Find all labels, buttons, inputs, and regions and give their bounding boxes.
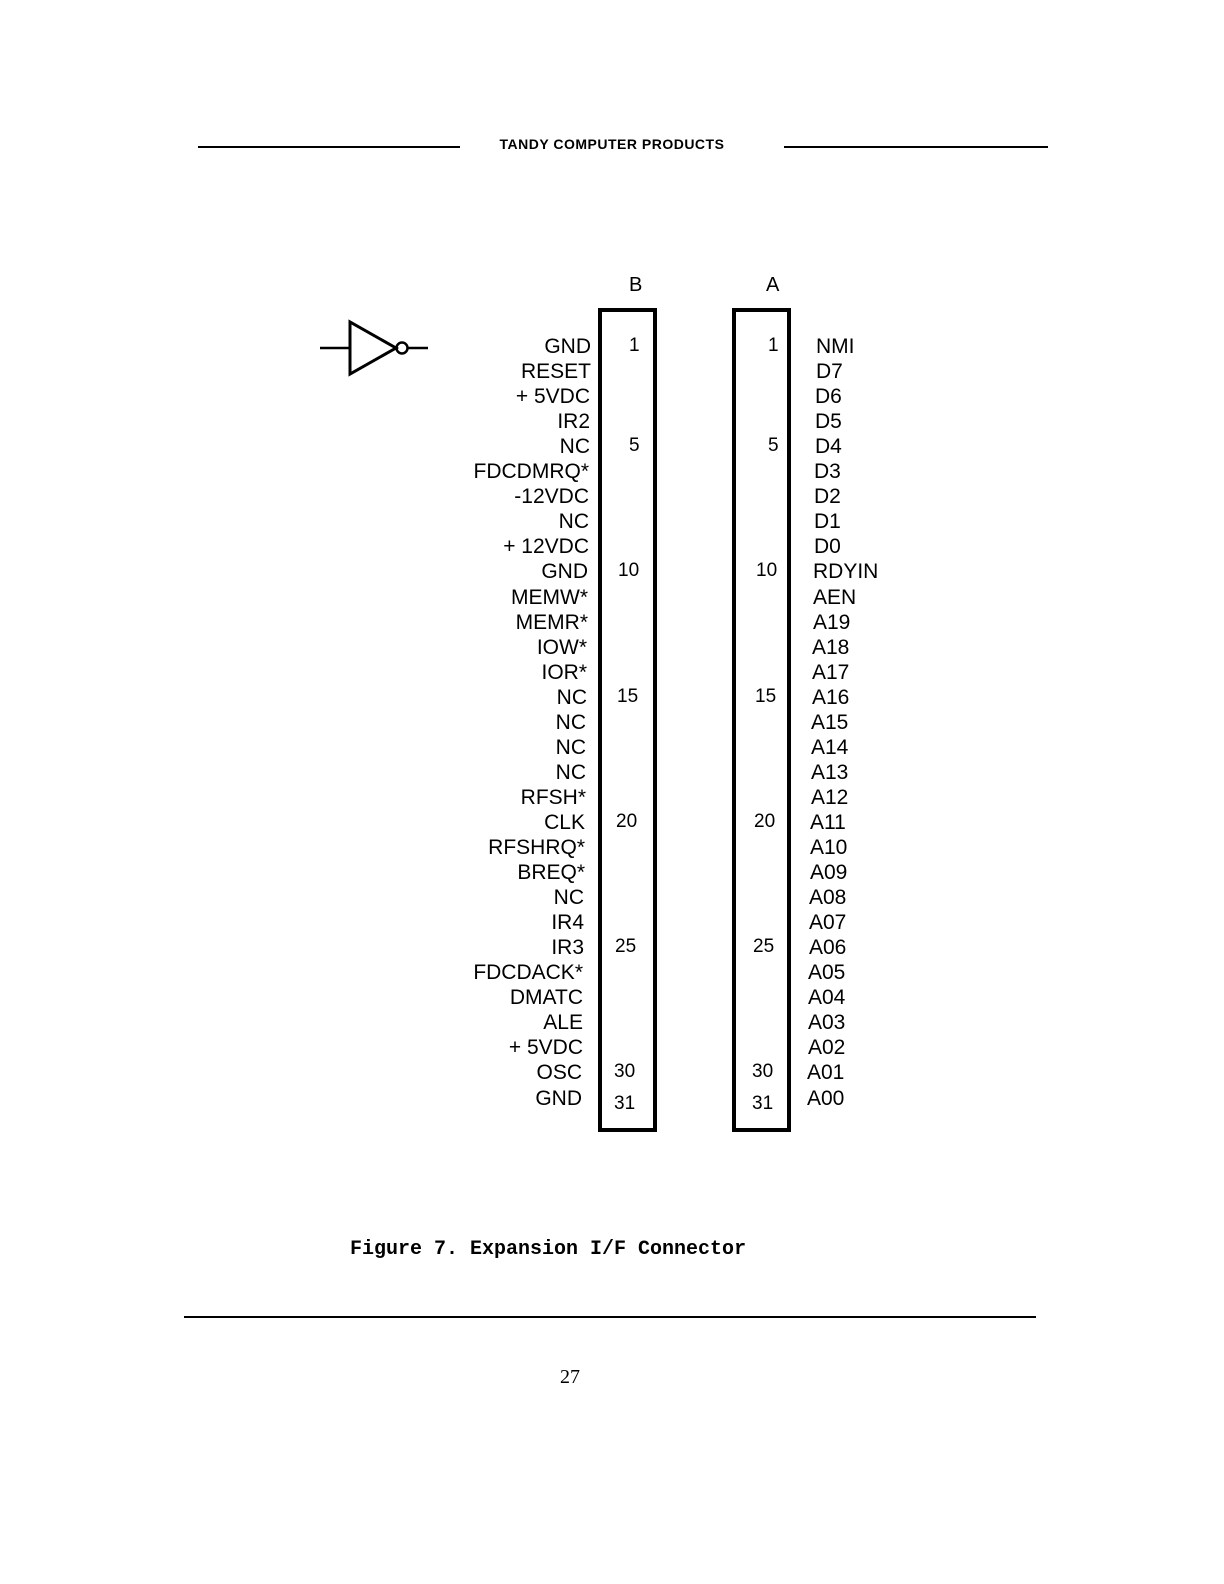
column-b-signal: RESET [520, 360, 591, 384]
column-b-signal: GND [535, 1086, 582, 1110]
column-b-signal: NC [559, 435, 590, 459]
column-b-signal: FDCDACK* [473, 961, 583, 985]
column-a-signal: A19 [813, 610, 851, 634]
column-a-signal: A05 [808, 961, 846, 985]
column-b-signal: NC [555, 760, 586, 784]
column-b-signal: + 12VDC [503, 535, 589, 559]
column-a-signal: D1 [814, 510, 841, 534]
column-b-signal: IOW* [536, 635, 587, 659]
column-a-signal: D0 [814, 535, 841, 559]
column-a-signal: A13 [811, 760, 849, 784]
column-b-signal: OSC [536, 1061, 582, 1085]
column-a-signal: D7 [816, 360, 843, 384]
column-b-signal: IR4 [551, 911, 584, 935]
column-b-signal: IR2 [557, 410, 590, 434]
column-a-signal: A08 [809, 886, 847, 910]
column-b-signal: NC [555, 710, 586, 734]
header-title [0, 136, 1224, 152]
pin-number-a: 1 [768, 335, 779, 356]
column-b-signal: ALE [543, 1011, 583, 1035]
pin-number-a: 20 [754, 810, 776, 832]
column-a-signal: A03 [808, 1011, 846, 1035]
pin-number-b: 10 [618, 560, 640, 582]
column-a-signal: A02 [808, 1036, 846, 1060]
column-a-label: A [766, 274, 780, 296]
column-a-signal: A11 [810, 810, 846, 834]
column-b-signal: RFSHRQ* [488, 836, 585, 859]
column-a-signal: A16 [812, 685, 850, 709]
column-b-signal: IOR* [541, 660, 587, 684]
figure-caption: Figure 7. Expansion I/F Connector [350, 1238, 747, 1261]
column-b-signal: GND [544, 335, 591, 358]
column-b-signal: IR3 [551, 936, 584, 960]
column-b-signal: + 5VDC [515, 385, 590, 409]
column-b-signal: BREQ* [517, 861, 585, 885]
column-a-signal: D4 [815, 435, 842, 459]
pin-number-b: 15 [617, 685, 639, 707]
pin-number-b: 31 [614, 1092, 636, 1114]
column-a-signal: D3 [814, 460, 841, 484]
footer-rule [184, 1316, 1036, 1318]
pin-number-b: 25 [615, 936, 637, 958]
column-a-signal: A12 [811, 785, 849, 809]
column-b-signal: CLK [544, 810, 585, 834]
pin-number-b: 1 [629, 335, 640, 356]
column-a-signal: A10 [810, 836, 848, 859]
column-b-signal: FDCDMRQ* [473, 460, 589, 484]
pin-number-a: 15 [755, 685, 777, 707]
column-a-signal: A14 [811, 735, 849, 759]
pin-number-a: 5 [768, 435, 779, 457]
pin-number-a: 25 [753, 936, 775, 958]
pin-number-a: 10 [756, 560, 778, 582]
column-a-signal: NMI [816, 335, 855, 358]
column-a-signal: A18 [812, 635, 850, 659]
column-a-signal: D2 [814, 485, 841, 509]
column-b-signal: GND [541, 560, 588, 584]
column-a-signal: D5 [815, 410, 842, 434]
column-a-signal: A06 [809, 936, 847, 960]
pin-number-b: 20 [616, 810, 638, 832]
column-b-signal: + 5VDC [508, 1036, 583, 1060]
column-b-signal: NC [553, 886, 584, 910]
pin-number-a: 30 [752, 1061, 774, 1083]
column-a-signal: A09 [810, 861, 848, 885]
column-a-signal: RDYIN [813, 560, 879, 584]
pin-number-b: 30 [614, 1061, 636, 1083]
pin-number-a: 31 [752, 1092, 774, 1114]
column-b-signal: NC [555, 735, 586, 759]
column-b-signal: DMATC [509, 986, 583, 1010]
connector-a-outline [732, 308, 791, 1132]
column-a-signal: D6 [815, 385, 842, 409]
pin-number-b: 5 [629, 435, 640, 457]
column-a-signal: A17 [812, 660, 850, 684]
column-b-signal: RFSH* [520, 785, 586, 809]
connector-b-outline [598, 308, 657, 1132]
column-a-signal: A00 [807, 1086, 845, 1110]
column-a-signal: A15 [811, 710, 849, 734]
header-title-text: TANDY COMPUTER PRODUCTS [494, 136, 731, 152]
column-a-signal: A07 [809, 911, 847, 935]
page-number: 27 [560, 1366, 580, 1388]
column-a-signal: A04 [808, 986, 846, 1010]
column-b-signal: MEMW* [511, 585, 588, 609]
column-b-signal: MEMR* [515, 610, 588, 634]
column-a-signal: AEN [813, 585, 857, 609]
column-a-signal: A01 [807, 1061, 845, 1085]
column-b-signal: -12VDC [514, 485, 589, 509]
column-b-signal: NC [556, 685, 587, 709]
column-b-label: B [629, 274, 643, 296]
column-b-signal: NC [558, 510, 589, 534]
